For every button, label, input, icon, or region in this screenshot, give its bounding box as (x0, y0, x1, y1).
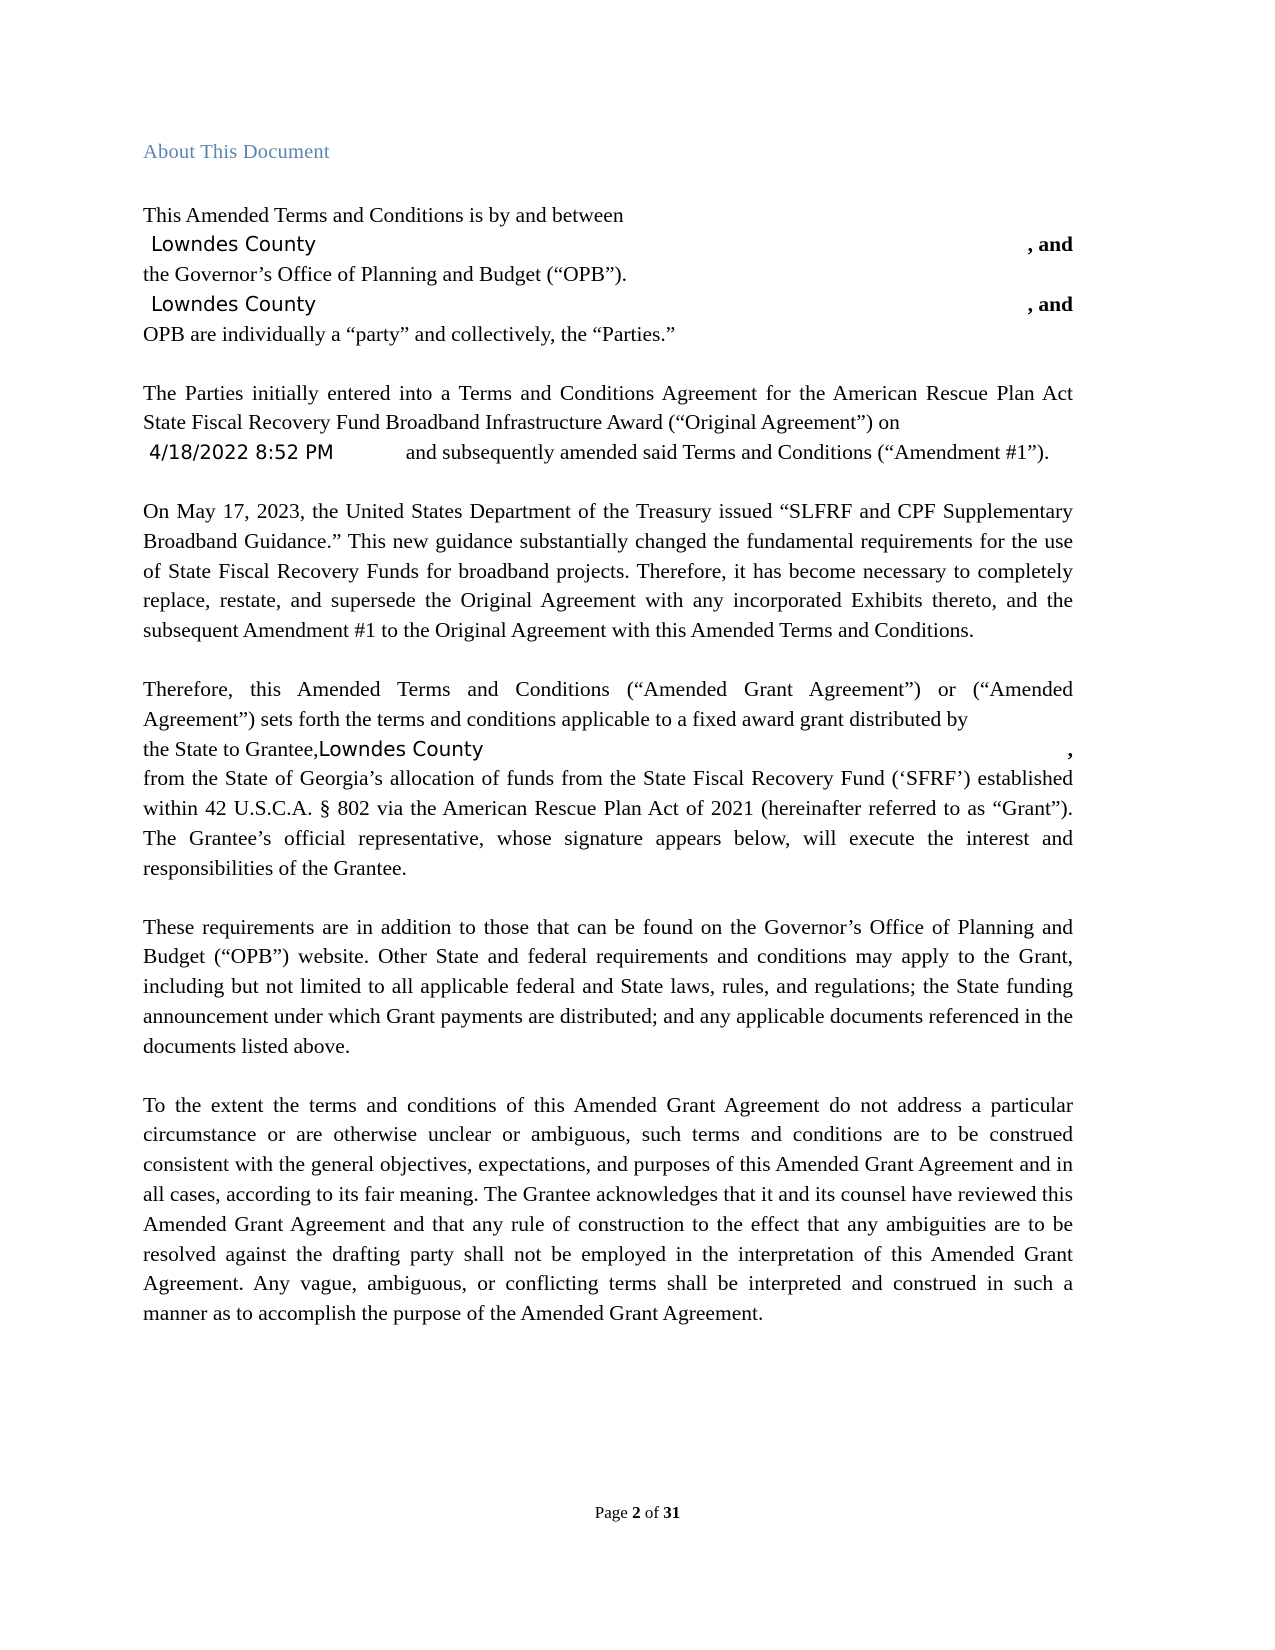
paragraph-parties-history (143, 379, 1073, 468)
page-footer (0, 1503, 1275, 1523)
page-title: About This Document (143, 141, 330, 163)
grantee-field-row-2 (143, 290, 1073, 320)
intro-tail-1: , and (1027, 232, 1073, 257)
grantee-name-field-1[interactable]: Lowndes County (151, 232, 317, 257)
grantee-name-field-2[interactable]: Lowndes County (151, 291, 317, 316)
intro-block (143, 201, 1073, 350)
intro-line-2: the Governor’s Office of Planning and Budget (“OPB”). (143, 262, 628, 287)
footer-middle: of (640, 1503, 664, 1522)
paragraph-additional-requirements: These requirements are in addition to those that can be found on the Governor’s Office of Planning and Budget (“OPB”) website. Other State and federal requirements and conditions may apply to the Grant, including but not limited to all applicable federal and State laws, rules, and regulations; the State funding announcement under which Grant payments are distributed; and any applicable documents referenced in the documents listed above. (143, 914, 1073, 1058)
grantee-field-row-1 (143, 230, 1073, 260)
footer-prefix: Page (594, 1503, 633, 1522)
grantee-field-tail: , (1067, 736, 1073, 761)
document-body (143, 140, 1073, 1358)
grantee-lead-in: the State to Grantee, (143, 736, 319, 761)
paragraph-4-part-a: Therefore, this Amended Terms and Conditions (“Amended Grant Agreement”) or (“Amended Agreement”) sets forth the terms and conditions applicable to a fixed award grant distributed by (143, 676, 1073, 731)
paragraph-construction-of-terms: To the extent the terms and conditions of this Amended Grant Agreement do not address a particular circumstance or are otherwise unclear or ambiguous, such terms and conditions are to be construed consistent with the general objectives, expectations, and purposes of this Amended Grant Agreement and in all cases, according to its fair meaning. The Grantee acknowledges that it and its counsel have reviewed this Amended Grant Agreement and that any rule of construction to the effect that any ambiguities are to be resolved against the drafting party shall not be employed in the interpretation of this Amended Grant Agreement. Any vague, ambiguous, or conflicting terms shall be interpreted and construed in such a manner as to accomplish the purpose of the Amended Grant Agreement. (143, 1092, 1073, 1326)
paragraph-amended-agreement (143, 675, 1073, 884)
paragraph-4-part-b: from the State of Georgia’s allocation of funds from the State Fiscal Recovery Fund (‘SFRF’) established within 42 U.S.C.A. § 802 via the American Rescue Plan Act of 2021 (hereinafter referred to as “Grant”). The Grantee’s official representative, whose signature appears below, will execute the interest and responsibilities of the Grantee. (143, 766, 1073, 880)
original-agreement-date-field[interactable]: 4/18/2022 8:52 PM (149, 441, 334, 465)
paragraph-treasury-guidance: On May 17, 2023, the United States Department of the Treasury issued “SLFRF and CPF Supplementary Broadband Guidance.” This new guidance substantially changed the fundamental requirements for the use of State Fiscal Recovery Funds for broadband projects. Therefore, it has become necessary to completely replace, restate, and supersede the Original Agreement with any incorporated Exhibits thereto, and the subsequent Amendment #1 to the Original Agreement with this Amended Terms and Conditions. (143, 498, 1073, 643)
intro-line-1: This Amended Terms and Conditions is by and between (143, 202, 624, 227)
paragraph-2-part-a: The Parties initially entered into a Terms and Conditions Agreement for the American Rescue Plan Act State Fiscal Recovery Fund Broadband Infrastructure Award (“Original Agreement”) on (143, 380, 1073, 435)
footer-page-number: 2 (632, 1503, 641, 1522)
paragraph-2-part-b: and subsequently amended said Terms and Conditions (“Amendment #1”). (405, 440, 1050, 465)
intro-line-3: OPB are individually a “party” and collectively, the “Parties.” (143, 321, 676, 346)
intro-tail-2: , and (1027, 291, 1073, 316)
grantee-name-field-3[interactable]: Lowndes County (318, 736, 484, 761)
footer-total-pages: 31 (663, 1503, 681, 1522)
grantee-field-row-3 (143, 735, 1073, 765)
